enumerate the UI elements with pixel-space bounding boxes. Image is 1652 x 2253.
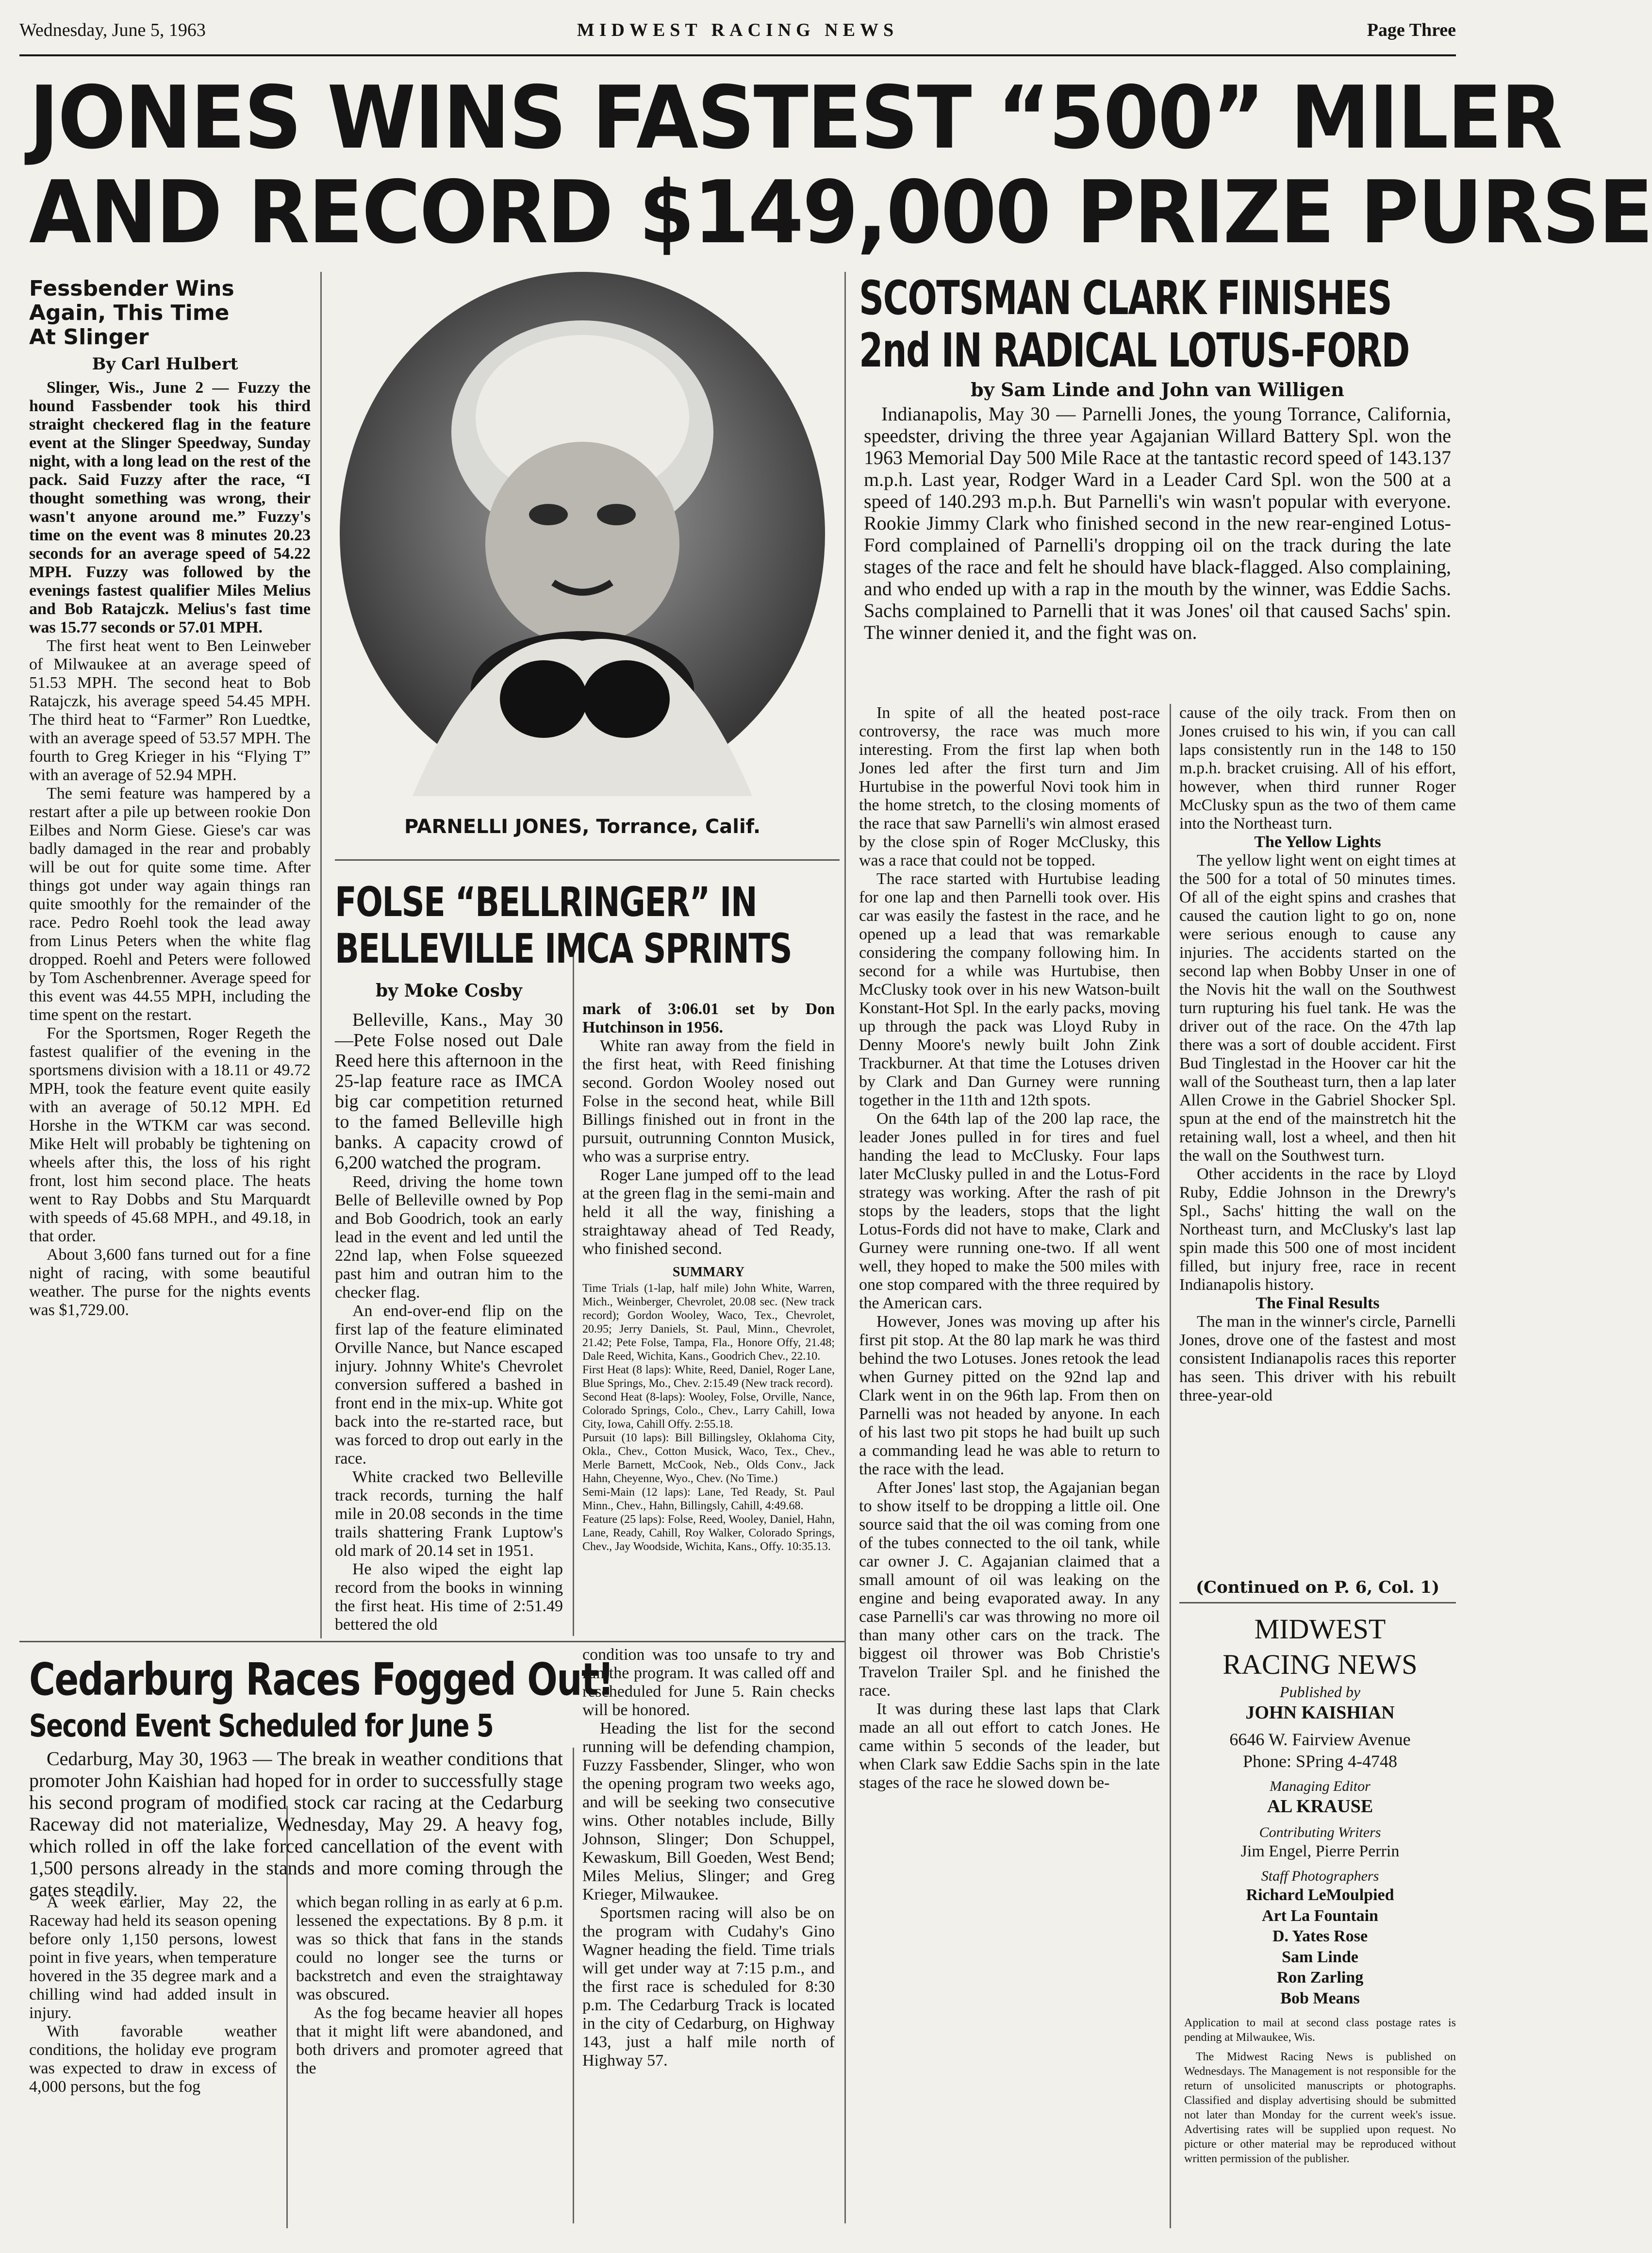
- clark-lead: [864, 403, 1451, 704]
- summary-item: Pursuit (10 laps): Bill Billingsley, Oklahoma City, Okla., Chev., Cotton Musick, Waco, Tex., Chev., Merle Barnett, McCook, Neb., Olds Conv., Jack Hahn, Cheyenne, Wyo., Chev. (No Time.): [582, 1432, 835, 1485]
- paragraph: White cracked two Belleville track records, turning the half mile in 20.08 seconds in the time trails shattering Frank Luptow's old mark of 20.14 set in 1951.: [335, 1468, 563, 1560]
- paragraph: It was during these last laps that Clark made an all out effort to catch Jones. He came within 5 seconds of the leader, but when Clark saw Eddie Sachs spin in the late stages of the race he slowed down be-: [859, 1700, 1160, 1792]
- fessbender-headline: [29, 277, 301, 350]
- continued-note: (Continued on P. 6, Col. 1): [1195, 1578, 1440, 1597]
- writers-label: Contributing Writers: [1259, 1824, 1381, 1840]
- folio-paper-name: MIDWEST RACING NEWS: [577, 20, 899, 40]
- paragraph: Belleville, Kans., May 30 —Pete Folse nosed out Dale Reed here this afternoon in the 25-lap feature race as IMCA big car competition returned to the famed Belleville high banks. A capacity crowd of 6,200 watched the program.: [335, 1010, 563, 1173]
- paragraph: condition was too unsafe to try and run the program. It was called off and rescheduled for June 5. Rain checks will be honored.: [582, 1646, 835, 1719]
- paragraph: cause of the oily track. From then on Jones cruised to his win, if you can call laps consistently run in the 148 to 150 m.p.h. bracket cruising. All of his effort, however, when third runner Roger McClusky spun as the two of them came into the Northeast turn.: [1179, 704, 1456, 833]
- paragraph: Heading the list for the second running will be defending champion, Fuzzy Fassbender, Slinger, who won the opening program two weeks ago, and will be seeking two consecutive wins. Other notables include, Billy Johnson, Slinger; Don Schuppel, Kewaskum, Bill Goeden, West Bend; Miles Melius, Slinger; and Greg Krieger, Milwaukee.: [582, 1719, 835, 1903]
- folse-summary: [582, 1282, 835, 1553]
- subhead-final-results: The Final Results: [1256, 1294, 1380, 1312]
- helmet-driver-illustration: [340, 272, 825, 796]
- photo-caption: PARNELLI JONES, Torrance, Calif.: [404, 816, 761, 838]
- photographer: D. Yates Rose: [1272, 1927, 1368, 1945]
- paragraph: Roger Lane jumped off to the lead at the green flag in the semi-main and held it all the way, finishing a straightaway ahead of Ted Ready, who finished second.: [582, 1166, 835, 1258]
- section-rule: [1179, 1602, 1456, 1603]
- cedarburg-headline: Cedarburg Races Fogged Out!: [29, 1653, 613, 1705]
- address: 6646 W. Fairview Avenue: [1229, 1729, 1411, 1749]
- paragraph: mark of 3:06.01 set by Don Hutchinson in 1956.: [582, 1000, 835, 1036]
- column-rule: [320, 272, 322, 1638]
- paragraph: Reed, driving the home town Belle of Belleville owned by Pop and Bob Goodrich, took an early lead in the event and led until the 22nd lap, when Folse squeezed past him and outran him to the checker flag.: [335, 1173, 563, 1302]
- headline-line: SCOTSMAN CLARK FINISHES: [859, 271, 1392, 325]
- banner-line-2: AND RECORD $149,000 PRIZE PURSE: [29, 162, 1652, 263]
- paragraph: Sportsmen racing will also be on the program with Cudahy's Gino Wagner heading the field. Time trials will get under way at 7:15 p.m., and the first race is scheduled for 8:30 p.m. The Cedarburg Track is located in the city of Cedarburg, on Highway 143, just a half mile north of Highway 57.: [582, 1904, 835, 2069]
- section-rule: [335, 859, 840, 861]
- paragraph: With favorable weather conditions, the holiday eve program was expected to draw in excess of 4,000 persons, but the fog: [29, 2022, 277, 2096]
- editor-label: Managing Editor: [1270, 1778, 1371, 1794]
- subhead-yellow-lights: The Yellow Lights: [1254, 833, 1381, 851]
- mail-note: Application to mail at second class postage rates is pending at Milwaukee, Wis.: [1184, 2017, 1456, 2044]
- cedarburg-subheadline: Second Event Scheduled for June 5: [29, 1708, 493, 1744]
- folse-summary-title: SUMMARY: [672, 1265, 745, 1280]
- clark-column-2: [1179, 704, 1456, 1578]
- folse-headline: [335, 879, 792, 972]
- column-rule: [1170, 704, 1171, 2228]
- paragraph: For the Sportsmen, Roger Regeth the fastest qualifier of the evening in the sportsmens division with a 18.11 or 49.72 MPH, took the feature event quite easily with an average of 50.12 MPH. Ed Horshe in the WTKM car was second. Mike Helt will probably be tightening on wheels after this, the loss of his right front, lost him second place. The heats went to Ray Dobbs and Stu Marquardt with speeds of 45.68 MPH., and 49.18, in that order.: [29, 1024, 311, 1245]
- cedarburg-lead: [29, 1748, 563, 1901]
- paragraph: Indianapolis, May 30 — Parnelli Jones, the young Torrance, California, speedster, driving the three year Agajanian Willard Battery Spl. won the 1963 Memorial Day 500 Mile Race at the tantastic record speed of 143.137 m.p.h. Last year, Rodger Ward in a Leader Card Spl. won the 500 at a speed of 140.293 m.p.h. But Parnelli's win wasn't popular with everyone. Rookie Jimmy Clark who finished second in the new rear-engined Lotus-Ford complained of Parnelli's dropping oil on the track during the late stages of the race and felt he should have black-flagged. Also complaining, and who ended up with a rap in the mouth by the winner, was Eddie Sachs. Sachs complained to Parnelli that it was Jones' oil that caused Sachs' spin. The winner denied it, and the fight was on.: [864, 403, 1451, 643]
- column-rule: [573, 1748, 574, 2223]
- summary-item: Time Trials (1-lap, half mile) John White, Warren, Mich., Weinberger, Chevrolet, 20.08 sec. (New track record); Gordon Wooley, Waco, Tex., Chevrolet, 20.95; Jerry Daniels, St. Paul, Minn., Chevrolet, 21.42; Pete Folse, Tampa, Fla., Honore Offy, 21.48; Dale Reed, Wichita, Kans., Goodrich Chev., 22.10.: [582, 1282, 835, 1363]
- folse-column-1: [335, 1010, 563, 1636]
- summary-item: Feature (25 laps): Folse, Reed, Wooley, Daniel, Hahn, Lane, Ready, Cahill, Roy Walker, Colorado Springs, Chev., Jay Woodside, Wichita, Kans., Offy. 10:35.13.: [582, 1513, 835, 1553]
- masthead-title-2: RACING NEWS: [1222, 1648, 1418, 1680]
- masthead-box: [1184, 1612, 1456, 2228]
- cedarburg-column-3: [582, 1646, 835, 2228]
- headline-line: Again, This Time: [29, 300, 230, 325]
- photographer: Sam Linde: [1282, 1948, 1358, 1966]
- column-rule: [573, 947, 574, 1636]
- paragraph: The first heat went to Ben Leinweber of Milwaukee at an average speed of 51.53 MPH. The second heat to Bob Ratajczk, his average speed 54.45 MPH. The third heat to “Farmer” Ron Luedtke, with an average speed of 53.57 MPH. The fourth to Greg Krieger in his “Flying T” with an average of 52.94 MPH.: [29, 637, 311, 784]
- phone: Phone: SPring 4-4748: [1242, 1751, 1398, 1771]
- paragraph: Slinger, Wis., June 2 — Fuzzy the hound Fassbender took his third straight checkered flag in the feature event at the Slinger Speedway, Sunday night, with a long lead on the rest of the pack. Said Fuzzy after the race, “I thought something was wrong, their wasn't anyone around me.” Fuzzy's time on the event was 8 minutes 20.23 seconds for an average speed of 54.22 MPH. Fuzzy was followed by the evenings fastest qualifier Miles Melius and Bob Ratajczk. Melius's fast time was 15.77 seconds or 57.01 MPH.: [29, 379, 311, 636]
- paragraph: He also wiped the eight lap record from the books in winning the first heat. His time of 2:51.49 bettered the old: [335, 1560, 563, 1634]
- headline-line: Fessbender Wins: [29, 276, 234, 301]
- cedarburg-column-2: [296, 1893, 563, 2228]
- paragraph: The semi feature was hampered by a restart after a pile up between rookie Don Eilbes and Norm Giese. Giese's car was badly damaged in the rear and probably will be out for quite some time. After things got under way again things ran quite smoothly for the remainder of the race. Pedro Roehl took the lead away from Linus Peters when the white flag dropped. Roehl and Peters were followed by Tom Aschenbrenner. Average speed for this event was 44.55 MPH, including the time spent on the restart.: [29, 784, 311, 1024]
- clark-headline: [859, 272, 1409, 377]
- paragraph: which began rolling in as early at 6 p.m. lessened the expectations. By 8 p.m. it was so thick that fans in the stands could no longer see the turns or backstretch and even the straightaway was obscured.: [296, 1893, 563, 2003]
- fessbender-byline: By Carl Hulbert: [92, 354, 238, 374]
- headline-line: At Slinger: [29, 325, 149, 350]
- paragraph: An end-over-end flip on the first lap of the feature eliminated Orville Nance, but Nance escaped injury. Johnny White's Chevrolet conversion suffered a bashed in front end in the mix-up. White got back into the re-started race, but was forced to drop out early in the race.: [335, 1302, 563, 1468]
- paragraph: The yellow light went on eight times at the 500 for a total of 50 minutes times. Of all of the eight spins and crashes that caused the caution light to go on, none were serious enough to cause any injuries. The accidents started on the second lap when Bobby Unser in one of the Novis hit the wall on the Southwest turn rupturing his fuel tank. He was the driver out of the race. On the 47th lap there was a sort of double accident. First Bud Tinglestad in the Hoover car hit the wall of the Southeast turn, then a lap later Allen Crowe in the Gabriel Shocker Spl. spun at the end of the mainstretch hit the retaining wall, lost a wheel, and then hit the wall on the Southwest turn.: [1179, 851, 1456, 1165]
- folio-rule: [19, 54, 1456, 56]
- paragraph: White ran away from the field in the first heat, with Reed finishing second. Gordon Wooley nosed out Folse in the second heat, while Bill Billings finished out in front in the pursuit, outrunning Connton Musick, who was a surprise entry.: [582, 1037, 835, 1166]
- cedarburg-column-1: [29, 1893, 277, 2228]
- summary-item: Semi-Main (12 laps): Lane, Ted Ready, St. Paul Minn., Chev., Hahn, Billingsly, Cahill, 4:49.68.: [582, 1486, 835, 1512]
- paragraph: About 3,600 fans turned out for a fine night of racing, with some beautiful weather. The purse for the nights events was $1,729.00.: [29, 1246, 311, 1319]
- writers: Jim Engel, Pierre Perrin: [1240, 1842, 1400, 1860]
- folse-byline: by Moke Cosby: [376, 981, 522, 1001]
- paragraph: After Jones' last stop, the Agajanian began to show itself to be dropping a little oil. One source said that the oil was coming from one of the tubes connected to the oil tank, while car owner J. C. Agajanian claimed that a small amount of oil was leaking on the engine and being evaporated away. In any case Parnelli's car was throwing no more oil than many other cars on the track. The biggest oil thrower was Bob Christie's Travelon Trailer Spl. and he finished the race.: [859, 1479, 1160, 1700]
- policy-note: The Midwest Racing News is published on Wednesdays. The Management is not responsible for the return of unsolicited manuscripts or photographs. Classified and display advertising should be submitted not later than Monday for the current week's issue. Advertising rates will be supplied upon request. No picture or other material may be reproduced without written permission of the publisher.: [1184, 2051, 1456, 2165]
- publisher: JOHN KAISHIAN: [1245, 1702, 1395, 1723]
- published-by-label: Published by: [1279, 1683, 1361, 1701]
- banner-line-1: JONES WINS FASTEST “500” MILER: [29, 67, 1562, 168]
- section-rule: [19, 1641, 844, 1642]
- photographers-label: Staff Photographers: [1261, 1868, 1379, 1884]
- photographer: Ron Zarling: [1276, 1969, 1364, 1986]
- paragraph: Cedarburg, May 30, 1963 — The break in weather conditions that promoter John Kaishian had hoped for in order to successfully stage his second program of modified stock car racing at the Cedarburg Raceway did not materialize, Wednesday, May 29. A heavy fog, which rolled in off the lake forced cancellation of the event with 1,500 persons already in the stands and more coming through the gates steadily.: [29, 1748, 563, 1901]
- paragraph: The man in the winner's circle, Parnelli Jones, drove one of the fastest and most consistent Indianapolis races this reporter has seen. This driver with his rebuilt three-year-old: [1179, 1313, 1456, 1404]
- parnelli-jones-photo: [340, 272, 825, 796]
- photographer: Bob Means: [1280, 1989, 1360, 2007]
- paragraph: However, Jones was moving up after his first pit stop. At the 80 lap mark he was third behind the two Lotuses. Jones retook the lead when Gurney pitted on the 92nd lap and Clark went in on the 96th lap. From then on Parnelli was not headed by anyone. In each of his last two pit stops he had built up such a commanding lead he was able to return to the race with the lead.: [859, 1313, 1160, 1478]
- folse-column-2: [582, 1000, 835, 1636]
- folio-page: Page Three: [1367, 20, 1456, 40]
- paragraph: A week earlier, May 22, the Raceway had held its season opening before only 1,150 persons, lowest point in five years, when temperature hovered in the 35 degree mark and a chilling wind had added insult in injury.: [29, 1893, 277, 2022]
- column-rule: [844, 272, 846, 2223]
- fessbender-body: [29, 379, 311, 1636]
- clark-byline: by Sam Linde and John van Willigen: [971, 379, 1344, 401]
- paragraph: As the fog became heavier all hopes that it might lift were abandoned, and both drivers and promoter agreed that the: [296, 2004, 563, 2077]
- photographer: Art La Fountain: [1262, 1906, 1378, 1925]
- summary-item: First Heat (8 laps): White, Reed, Daniel, Roger Lane, Blue Springs, Mo., Chev. 2:15.49 (New track record).: [582, 1364, 835, 1390]
- headline-line: 2nd IN RADICAL LOTUS-FORD: [859, 323, 1409, 378]
- paragraph: Other accidents in the race by Lloyd Ruby, Eddie Johnson in the Drewry's Spl., Sachs' hitting the wall on the Northeast turn, and McClusky's last lap spin made this 500 one of most incident filled, but injury free, race in recent Indianapolis history.: [1179, 1165, 1456, 1294]
- headline-line: BELLEVILLE IMCA SPRINTS: [335, 925, 792, 972]
- paragraph: In spite of all the heated post-race controversy, the race was much more interesting. From the first lap when both Jones led after the first turn and Jim Hurtubise in the powerful Novi took him in the home stretch, to the closing moments of the race that saw Parnelli's win almost erased by the close spin of Roger McClusky, this was a race that could not be topped.: [859, 704, 1160, 869]
- headline-line: FOLSE “BELLRINGER” IN: [335, 878, 757, 926]
- clark-column-1: [859, 704, 1160, 2228]
- summary-item: Second Heat (8-laps): Wooley, Folse, Orville, Nance, Colorado Springs, Colo., Chev., Larry Cahill, Iowa City, Iowa, Cahill Offy. 2:55.18.: [582, 1391, 835, 1431]
- masthead-title-1: MIDWEST: [1254, 1613, 1386, 1645]
- editor: AL KRAUSE: [1267, 1796, 1373, 1817]
- paragraph: The race started with Hurtubise leading for one lap and then Parnelli took over. His car was easily the fastest in the race, and he opened up a lead that was remarkable considering the company following him. In second for a while was Hurtubise, then McClusky took over in his new Watson-built Konstant-Hot Spl. In the early packs, moving up through the pack was Lloyd Ruby in Denny Moore's newly built John Zink Trackburner. At that time the Lotuses driven by Clark and Dan Gurney were running together in the 11th and 12th spots.: [859, 870, 1160, 1109]
- photographer: Richard LeMoulpied: [1246, 1886, 1394, 1904]
- folio-date: Wednesday, June 5, 1963: [19, 20, 206, 40]
- paragraph: On the 64th lap of the 200 lap race, the leader Jones pulled in for tires and fuel handing the lead to McClusky. Four laps later McClusky pulled in and the Lotus-Ford strategy was working. After the rash of pit stops by the leaders, stops that the light Lotus-Fords did not have to make, Clark and Gurney were running one-two. If all went well, they hoped to make the 500 miles with one stop compared with the three required by the American cars.: [859, 1110, 1160, 1312]
